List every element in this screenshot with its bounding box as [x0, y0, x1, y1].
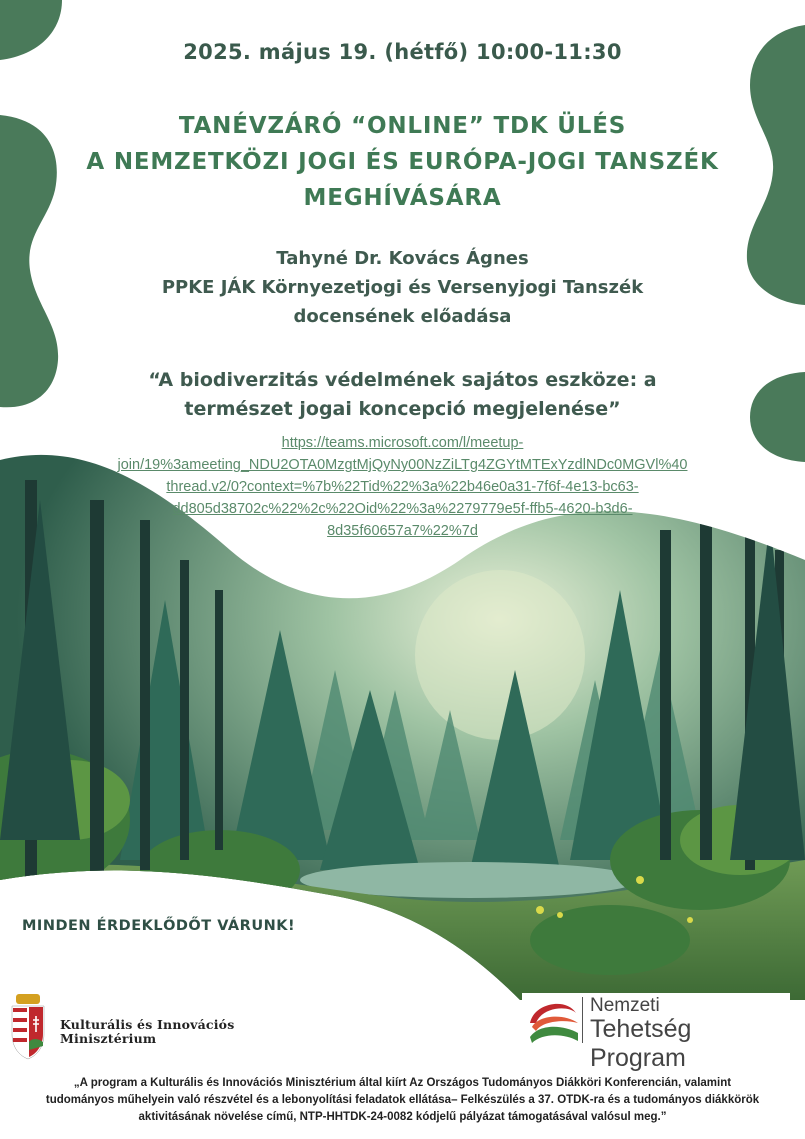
talk-title — [0, 366, 805, 424]
title-line-3: MEGHÍVÁSÁRA — [303, 185, 502, 211]
speaker-block — [0, 244, 805, 331]
ntp-line-1: Nemzeti — [590, 995, 660, 1016]
footer-line-3: aktivitásának növelése című, NTP-HHTDK-24-0082 kódjelű pályázat támogatásával valósul meg.” — [138, 1111, 667, 1123]
ntp-divider — [582, 997, 583, 1043]
link-line-3[interactable]: thread.v2/0?context=%7b%22Tid%22%3a%22b46e0a31-7f6f-4e13-bc63- — [166, 479, 639, 495]
hungarian-coat-of-arms-icon — [8, 994, 48, 1060]
kim-logo — [8, 994, 268, 1066]
kim-line-1: Kulturális és Innovációs — [60, 1017, 235, 1032]
footer-line-1: „A program a Kulturális és Innovációs Minisztérium által kiírt Az Országos Tudományos Diákköri Konferencián, valamint — [73, 1077, 732, 1089]
kim-line-2: Minisztérium — [60, 1031, 157, 1046]
speaker-department: PPKE JÁK Környezetjogi és Versenyjogi Tanszék — [161, 277, 644, 298]
kim-name — [60, 1018, 234, 1046]
footer-funding-note — [30, 1075, 775, 1126]
ntp-logo — [522, 993, 790, 1072]
title-line-2: A NEMZETKÖZI JOGI ÉS EURÓPA-JOGI TANSZÉK — [86, 149, 719, 175]
link-line-1[interactable]: https://teams.microsoft.com/l/meetup- — [281, 435, 524, 451]
title-line-1: TANÉVZÁRÓ “ONLINE” TDK ÜLÉS — [178, 113, 627, 139]
speaker-name: Tahyné Dr. Kovács Ágnes — [276, 248, 529, 269]
link-line-5[interactable]: 8d35f60657a7%22%7d — [327, 523, 478, 539]
event-date: 2025. május 19. (hétfő) 10:00-11:30 — [183, 40, 622, 64]
teams-meeting-link[interactable] — [60, 432, 745, 542]
ntp-line-2: Tehetség Program — [590, 1015, 692, 1072]
welcome-text: MINDEN ÉRDEKLŐDŐT VÁRUNK! — [22, 918, 296, 934]
speaker-role: docensének előadása — [293, 306, 512, 327]
ntp-wave-icon — [528, 997, 580, 1045]
footer-line-2: tudományos műhelyein való részvétel és a lebonyolítási feladatok ellátása– Felkészülés a 37. OTDK-ra és a tudományos diákkörök — [45, 1094, 760, 1106]
talk-title-line-1: “A biodiverzitás védelmének sajátos eszköze: a — [148, 369, 657, 391]
link-line-4[interactable]: dd805d38702c%22%2c%22Oid%22%3a%2279779e5f-ffb5-4620-b3d6- — [172, 501, 633, 517]
event-title — [0, 108, 805, 216]
talk-title-line-2: természet jogai koncepció megjelenése” — [184, 398, 621, 420]
link-line-2[interactable]: join/19%3ameeting_NDU2OTA0MzgtMjQyNy00NzZiLTg4ZGYtMTExYzdlNDc0MGVl%40 — [117, 457, 688, 473]
